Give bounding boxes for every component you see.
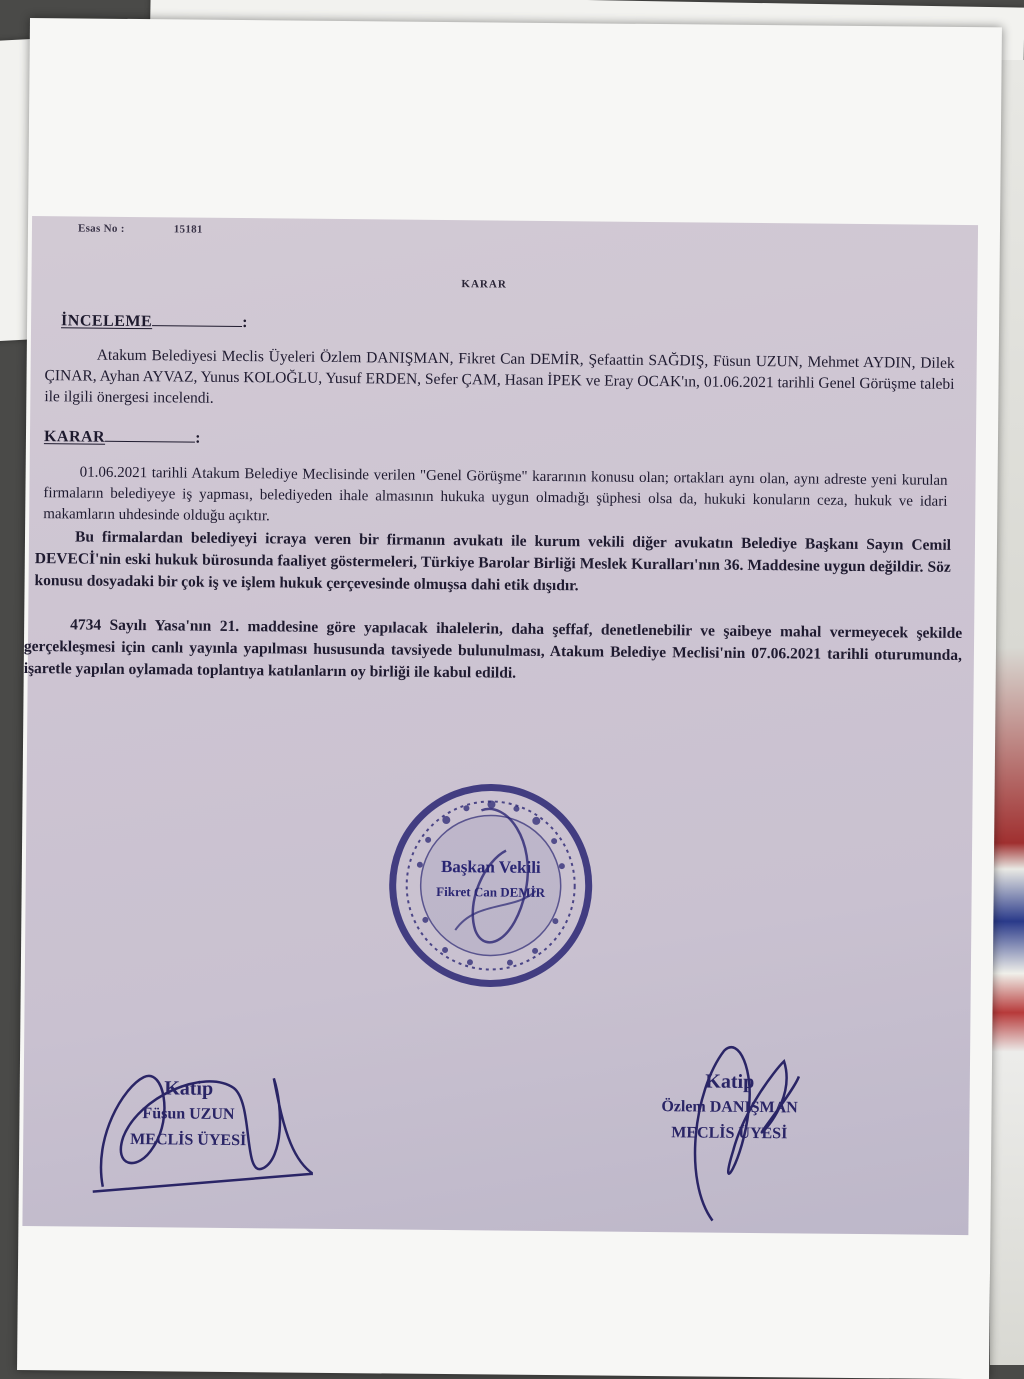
heading-underline bbox=[105, 429, 195, 443]
karar-paragraph-1: 01.06.2021 tarihli Atakum Belediye Meclisinde verilen "Genel Görüşme" kararının konusu olan; ortakları aynı olan, aynı adreste yeni kurulan firmaların belediyeye iş yapması, belediyeden ihale almasının hukuka uygun olmadığı şüphesi olsa da, hukuki konuların ceza, hukuk ve idari makamların uhdesinde olduğu açıktır. bbox=[43, 464, 948, 525]
printed-decision-page bbox=[22, 216, 978, 1235]
signer-role: Katip bbox=[705, 1070, 755, 1094]
karar-heading-text: KARAR bbox=[43, 428, 106, 446]
signature-block-left bbox=[83, 1075, 294, 1155]
seal-text-line-1: Başkan Vekili bbox=[440, 856, 541, 877]
inceleme-heading bbox=[61, 312, 248, 332]
karar-heading-colon: : bbox=[195, 429, 202, 447]
paper-sheet bbox=[17, 18, 1002, 1379]
inceleme-heading-text: İNCELEME bbox=[61, 312, 153, 331]
esas-number: 15181 bbox=[173, 223, 203, 236]
esas-number-line bbox=[78, 222, 203, 235]
inceleme-heading-colon: : bbox=[242, 314, 249, 332]
signer-name: Füsun UZUN bbox=[142, 1105, 235, 1124]
karar-heading bbox=[44, 428, 201, 448]
karar-paragraph-3: 4734 Sayılı Yasa'nın 21. maddesine göre yapılacak ihalelerin, daha şeffaf, denetlenebilir ve şaibeye mahal vermeyecek şekilde gerçekleşmesi için canlı yayınla yapılması hususunda tavsiyede bulunulması, Atakum Belediye Meclisi'nin 07.06.2021 tarihli oturumunda, işaretle yapılan oylamada toplantıya katılanların oy birliği ile kabul edildi. bbox=[23, 616, 963, 682]
official-seal-icon bbox=[385, 779, 597, 991]
signer-title: MECLİS ÜYESİ bbox=[671, 1124, 788, 1143]
signer-role: Katip bbox=[164, 1077, 214, 1100]
heading-underline bbox=[152, 313, 242, 327]
signer-name: Özlem DANIŞMAN bbox=[661, 1098, 798, 1117]
karar-paragraph-2: Bu firmalardan belediyeyi icraya veren bir firmanın avukatı ile kurum vekili diğer avukatın Belediye Başkanı Sayın Cemil DEVECİ'nin eski hukuk bürosunda faaliyet göstermeleri, Türkiye Barolar Birliği Meslek Kuralları'nın 36. Maddesine uygun değildir. Söz konusu dosyadaki bir çok iş ve işlem hukuk çerçevesinde olmuşsa dahi etik dışıdır. bbox=[34, 528, 952, 595]
esas-label: Esas No : bbox=[77, 222, 125, 235]
seal-text-line-2: Fikret Can DEMİR bbox=[436, 883, 546, 900]
inceleme-paragraph: Atakum Belediyesi Meclis Üyeleri Özlem DANIŞMAN, Fikret Can DEMİR, Şefaattin SAĞDIŞ, Füsun UZUN, Mehmet AYDIN, Dilek ÇINAR, Ayhan AYVAZ, Yunus KOLOĞLU, Yusuf ERDEN, Sefer ÇAM, Hasan İPEK ve Eray OCAK'ın, 01.06.2021 tarihli Genel Görüşme talebi ile ilgili önergesi incelendi. bbox=[44, 346, 955, 407]
signature-block-right bbox=[629, 1068, 830, 1148]
document-title: KARAR bbox=[461, 278, 507, 291]
signer-title: MECLİS ÜYESİ bbox=[130, 1131, 247, 1150]
